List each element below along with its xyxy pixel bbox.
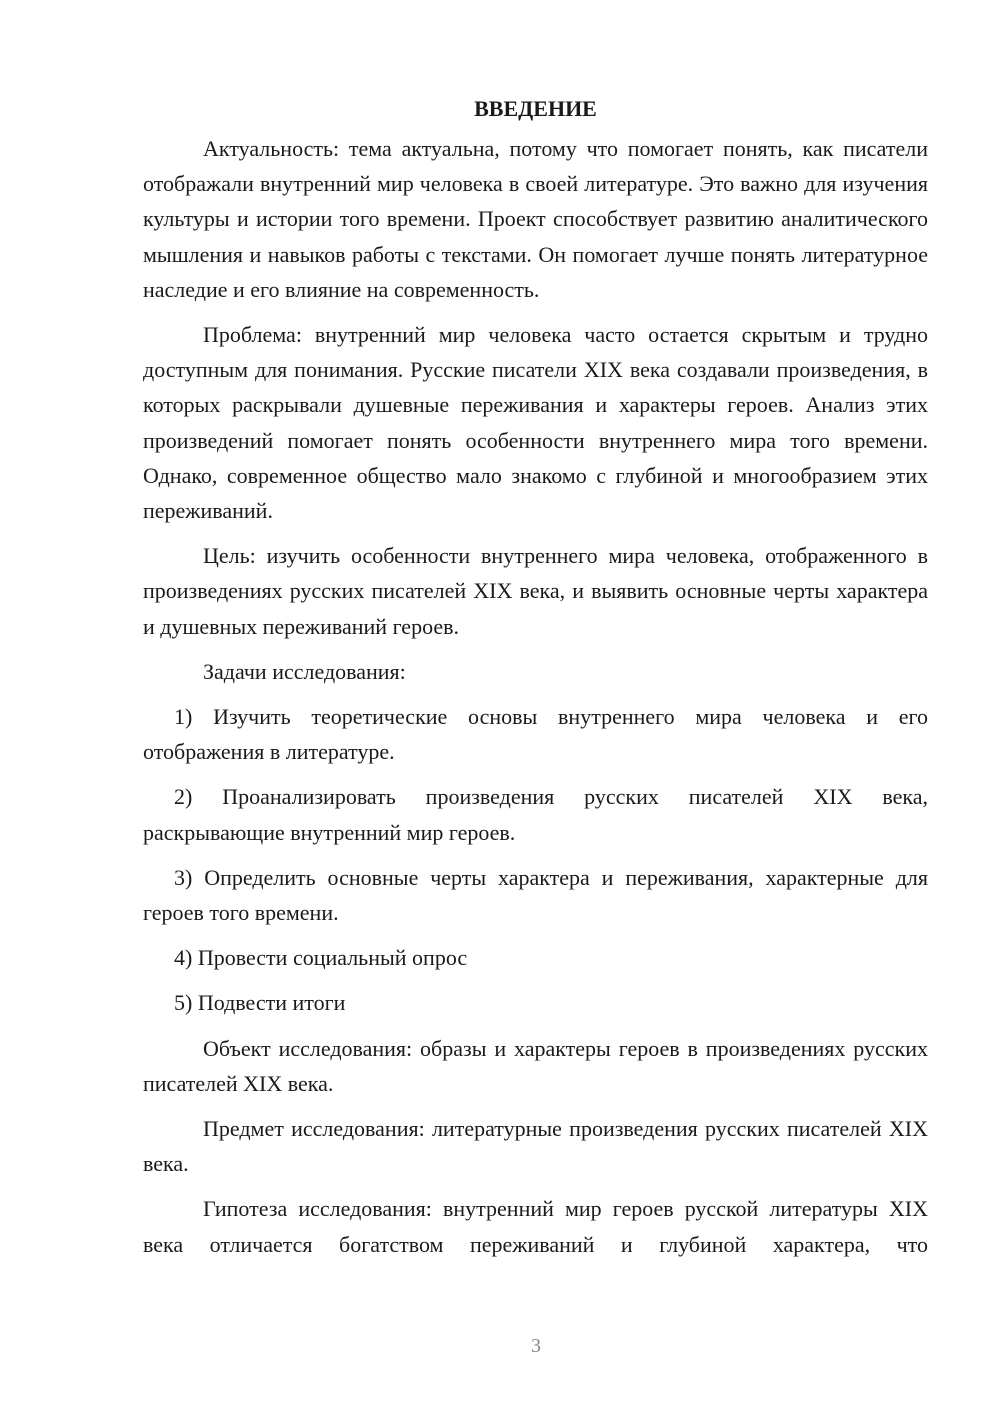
document-page [143, 93, 928, 1262]
page-number: 3 [531, 1335, 541, 1357]
section-heading: ВВЕДЕНИЕ [474, 96, 597, 121]
paragraph-goal: Цель: изучить особенности внутреннего мира человека, отображенного в произведениях русских писателей XIX века, и выявить основные черты характера и душевных переживаний героев. [143, 543, 928, 639]
task-item-1: 1) Изучить теоретические основы внутреннего мира человека и его отображения в литературе. [143, 704, 928, 765]
task-item-5: 5) Подвести итоги [174, 990, 346, 1016]
task-item-2: 2) Проанализировать произведения русских писателей XIX века, раскрывающие внутренний мир героев. [143, 784, 928, 845]
paragraph-hypothesis: Гипотеза исследования: внутренний мир героев русской литературы XIX века отличается богатством переживаний и глубиной характера, что [143, 1196, 928, 1257]
paragraph-subject: Предмет исследования: литературные произведения русских писателей XIX века. [143, 1116, 928, 1177]
task-item-4: 4) Провести социальный опрос [174, 945, 468, 971]
task-item-3: 3) Определить основные черты характера и переживания, характерные для героев того времени. [143, 864, 928, 926]
paragraph-problem: Проблема: внутренний мир человека часто остается скрытым и трудно доступным для понимания. Русские писатели XIX века создавали произведения, в которых раскрывали душевные переживания и характеры героев. Анализ этих произведений помогает понять особенности внутреннего мира того времени. Однако, современное общество мало знакомо с глубиной и многообразием этих переживаний. [143, 322, 928, 524]
tasks-heading: Задачи исследования: [203, 658, 406, 684]
paragraph-relevance: Актуальность: тема актуальна, потому что помогает понять, как писатели отображали внутренний мир человека в своей литературе. Это важно для изучения культуры и истории того времени. Проект способствует развитию аналитического мышления и навыков работы с текстами. Он помогает лучше понять литературное наследие и его влияние на современность. [143, 136, 928, 302]
paragraph-object: Объект исследования: образы и характеры героев в произведениях русских писателей XIX века. [143, 1035, 928, 1096]
